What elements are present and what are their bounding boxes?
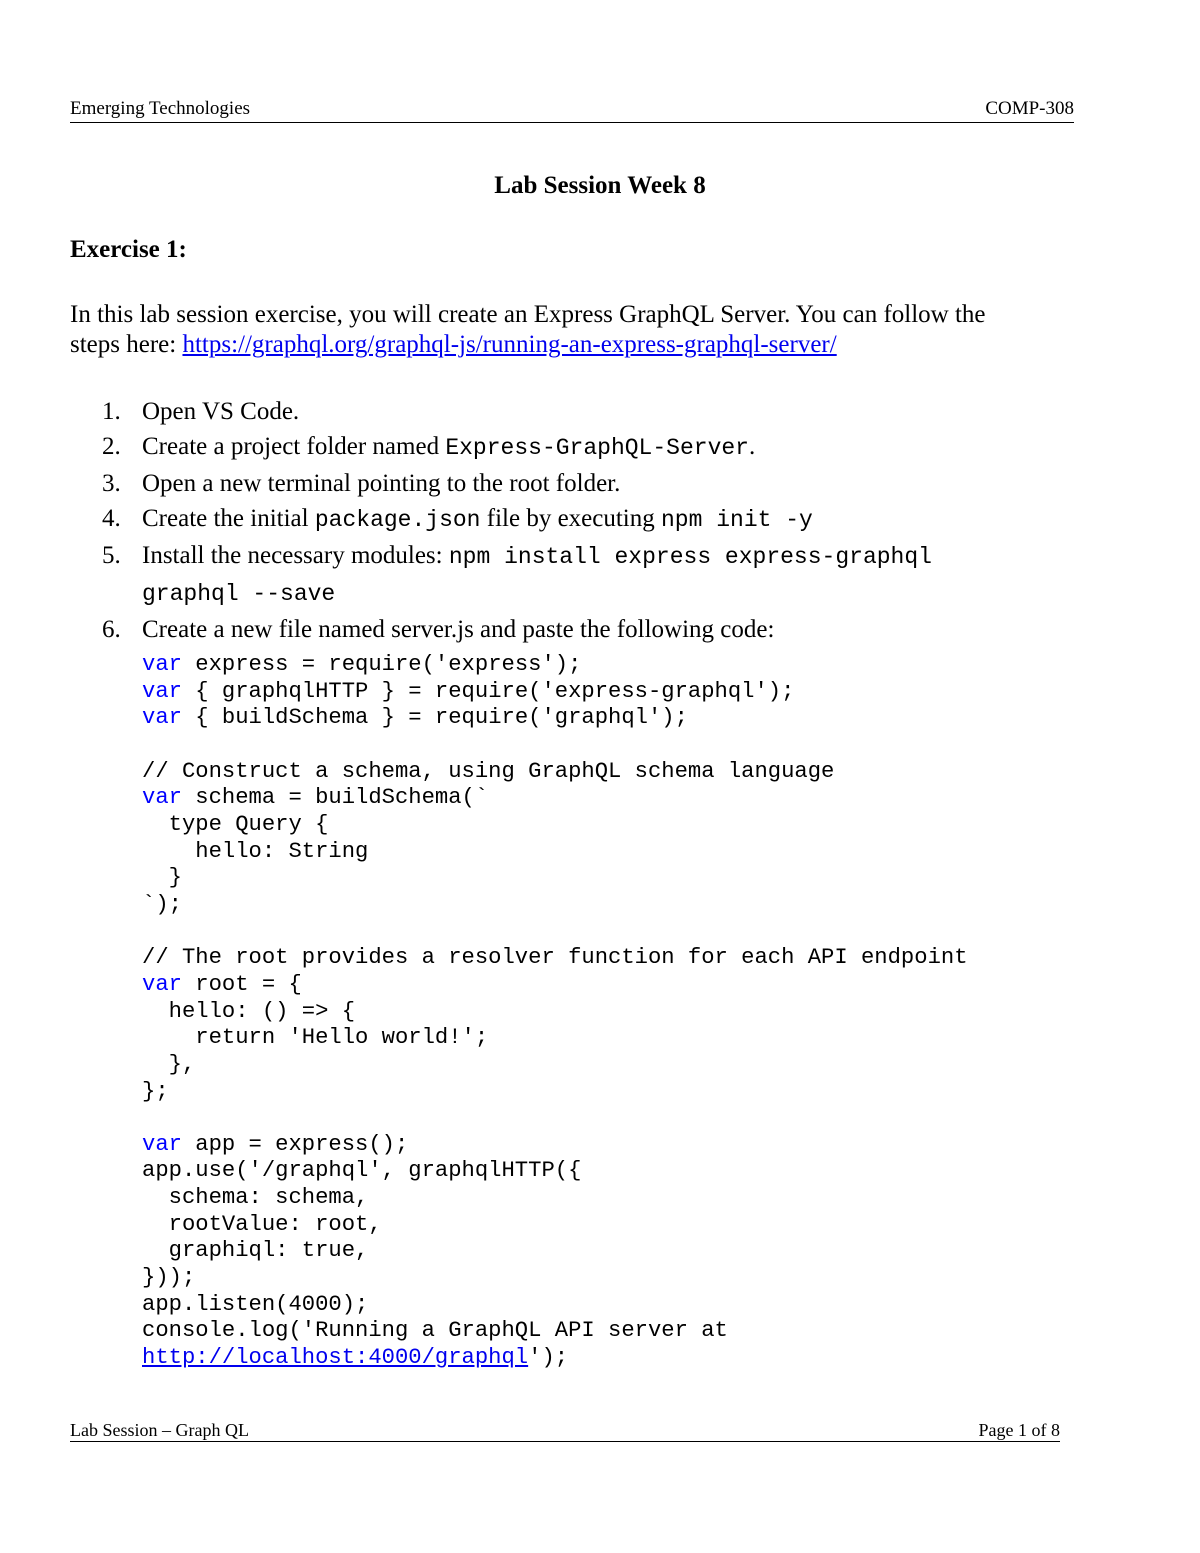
code-line: { graphqlHTTP } = require('express-graphql'); — [181, 678, 795, 704]
code-keyword: var — [142, 678, 182, 704]
code-keyword: var — [142, 971, 182, 997]
code-line: root = { — [181, 971, 302, 997]
code-line: app.listen(4000); — [142, 1291, 369, 1317]
code-line: }, — [142, 1051, 196, 1077]
step-code: Express-GraphQL-Server — [445, 435, 749, 461]
step-number: 5. — [102, 542, 121, 569]
code-keyword: var — [142, 652, 182, 677]
localhost-link[interactable]: http://localhost:4000/graphql — [142, 1345, 529, 1371]
code-line: }; — [142, 1078, 169, 1104]
header-course-name: Emerging Technologies — [70, 98, 251, 119]
step-text-mid: file by executing — [480, 505, 661, 532]
code-line: app = express(); — [181, 1131, 409, 1157]
code-line: `); — [142, 891, 182, 917]
step-code: package.json — [314, 507, 481, 533]
step-command-cont: graphql --save — [142, 581, 336, 607]
code-line: express = require('express'); — [181, 652, 582, 677]
step-number: 1. — [102, 398, 121, 425]
step-number: 4. — [102, 505, 121, 532]
code-comment: // Construct a schema, using GraphQL schema language — [142, 758, 835, 784]
code-line: graphiql: true, — [142, 1238, 369, 1264]
exercise-heading: Exercise 1: — [70, 236, 187, 263]
intro-line-1: In this lab session exercise, you will create an Express GraphQL Server. You can follow the — [70, 301, 986, 328]
intro-line-2 — [70, 330, 1140, 360]
code-line: type Query { — [142, 811, 329, 837]
step-text-end: . — [748, 433, 756, 460]
page-title: Lab Session Week 8 — [494, 172, 706, 199]
code-line: })); — [142, 1265, 196, 1291]
page-header — [70, 98, 1074, 123]
code-keyword: var — [142, 1131, 182, 1157]
code-line: '); — [528, 1345, 569, 1371]
list-item — [70, 394, 1130, 429]
code-keyword: var — [142, 785, 182, 811]
footer-title: Lab Session – Graph QL — [70, 1420, 249, 1440]
code-line: rootValue: root, — [142, 1211, 382, 1237]
step-text: Install the necessary modules: — [142, 542, 449, 569]
step-number: 2. — [102, 433, 121, 460]
steps-list — [70, 394, 1130, 647]
list-item — [70, 538, 1130, 612]
page-footer — [70, 1420, 1060, 1442]
list-item — [70, 501, 1130, 538]
step-command: npm install express express-graphql — [448, 544, 932, 570]
code-line: schema = buildSchema(` — [181, 785, 489, 811]
code-line: hello: String — [142, 838, 369, 864]
code-line: app.use('/graphql', graphqlHTTP({ — [142, 1158, 582, 1184]
page-number: Page 1 of 8 — [978, 1420, 1060, 1440]
list-item — [70, 429, 1130, 466]
code-line: console.log('Running a GraphQL API server at — [142, 1318, 728, 1344]
intro-line-2-prefix: steps here: — [70, 331, 183, 358]
graphql-docs-link[interactable]: https://graphql.org/graphql-js/running-an-express-graphql-server/ — [182, 331, 837, 358]
step-command: npm init -y — [661, 507, 813, 533]
step-text: Create a project folder named — [142, 433, 446, 460]
header-course-code: COMP-308 — [985, 98, 1074, 119]
step-text: Open VS Code. — [142, 398, 300, 425]
code-comment: // The root provides a resolver function for each API endpoint — [142, 945, 968, 971]
step-number: 3. — [102, 470, 121, 497]
code-line: return 'Hello world!'; — [142, 1025, 489, 1051]
code-line: } — [142, 865, 182, 891]
step-text: Create a new file named server.js and paste the following code: — [142, 616, 775, 643]
code-line: schema: schema, — [142, 1185, 369, 1211]
code-keyword: var — [142, 705, 182, 731]
step-text: Create the initial — [142, 505, 315, 532]
list-item — [70, 466, 1130, 501]
code-block — [142, 652, 968, 1372]
code-line: hello: () => { — [142, 998, 356, 1024]
step-text: Open a new terminal pointing to the root folder. — [142, 470, 621, 497]
code-line: { buildSchema } = require('graphql'); — [181, 705, 688, 731]
intro-paragraph — [70, 300, 1140, 360]
list-item — [70, 612, 1130, 647]
step-number: 6. — [102, 616, 121, 643]
